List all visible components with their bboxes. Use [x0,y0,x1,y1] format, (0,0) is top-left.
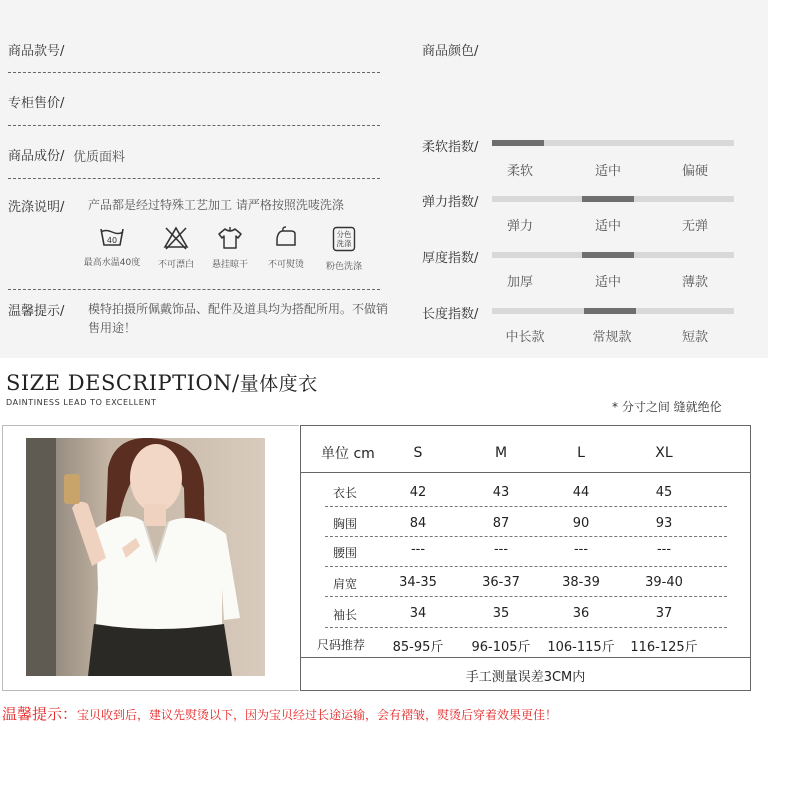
table-row-name: 胸围 [332,517,357,531]
length-index-level [584,308,636,314]
hang-dry-icon [216,226,244,250]
warm-tip-text: 宝贝收到后，建议先熨烫以下，因为宝贝经过长途运输，会有褶皱，熨烫后穿着效果更佳！ [77,708,558,722]
softness-option: 偏硬 [681,164,708,179]
no-bleach-icon [163,226,189,250]
separate-wash-icon [332,226,356,252]
table-cell: 96-105斤 [471,640,531,655]
table-cell: 93 [655,516,673,531]
table-cell: 39-40 [645,575,683,590]
divider [8,289,380,290]
elasticity-index-bar [492,196,734,202]
counter-price-label: 专柜售价/ [8,96,65,111]
warm-tip-label: 温馨提示： [2,705,78,723]
divider [8,178,380,179]
care-label: 最高水温40度 [83,258,141,268]
care-item-separate-wash [312,226,376,272]
care-label: 粉色洗涤 [325,262,362,272]
size-header-m: M [494,445,508,461]
table-row-divider [325,566,727,567]
softness-option: 适中 [594,164,621,179]
warm-tip [2,703,557,724]
table-cell: 45 [655,485,673,500]
table-row-name: 尺码推荐 [316,638,365,652]
elasticity-index-label: 弹力指数/ [422,195,479,210]
thickness-option: 薄款 [681,275,708,290]
table-cell: 116-125斤 [630,640,698,655]
size-description-title [6,369,318,396]
size-title-en: SIZE DESCRIPTION/ [6,371,240,395]
table-cell: 87 [492,516,510,531]
size-header-s: S [413,445,423,461]
table-row-divider [325,506,727,507]
size-header-xl: XL [655,445,673,461]
wash-instructions-label: 洗涤说明/ [8,200,65,215]
table-cell: 35 [492,606,510,621]
thickness-index-level [582,252,634,258]
care-label: 不可漂白 [157,260,194,270]
product-color-label: 商品颜色/ [422,44,479,59]
table-row-name: 肩宽 [332,577,357,591]
tip-text: 模特拍摄所佩戴饰品、配件及道具均为搭配所用。不做销售用途！ [88,302,389,335]
length-option: 常规款 [592,330,632,345]
thickness-option: 加厚 [506,275,533,290]
elasticity-index-level [582,196,634,202]
table-cell: --- [573,542,589,557]
table-cell: 38-39 [562,575,600,590]
wash-instructions-text: 产品都是经过特殊工艺加工 请严格按照洗唛洗涤 [88,198,344,212]
softness-index-level [492,140,544,146]
table-cell: 34-35 [399,575,437,590]
softness-index-label: 柔软指数/ [422,140,479,155]
table-cell: 36 [572,606,590,621]
table-row-name: 衣长 [332,486,357,500]
care-label: 悬挂晾干 [211,260,248,270]
length-index-label: 长度指数/ [422,307,479,322]
measurement-error-note: 手工测量误差3CM内 [465,670,586,685]
length-index-bar [492,308,734,314]
table-cell: 44 [572,485,590,500]
table-cell: 84 [409,516,427,531]
model-photo-image [26,438,265,676]
table-cell: 34 [409,606,427,621]
care-item-no-iron [254,226,318,270]
table-row-divider [325,536,727,537]
care-item-wash-40 [80,226,144,268]
elasticity-option: 弹力 [506,219,533,234]
thickness-index-bar [492,252,734,258]
divider [8,72,380,73]
softness-index-bar [492,140,734,146]
table-cell: 90 [572,516,590,531]
table-cell: --- [410,542,426,557]
model-photo [26,438,265,676]
table-cell: --- [656,542,672,557]
table-row-divider [325,596,727,597]
separate-wash-mark-top: 分色 [336,230,352,239]
table-cell: --- [493,542,509,557]
table-cell: 106-115斤 [547,640,615,655]
material-value: 优质面料 [73,150,126,165]
length-option: 短款 [681,330,708,345]
separate-wash-mark-bottom: 洗涤 [336,239,352,248]
product-code-label: 商品款号/ [8,44,65,59]
care-item-hang-dry [198,226,262,270]
softness-option: 柔软 [506,164,533,179]
size-title-cn: 量体度衣 [239,373,318,395]
elasticity-option: 适中 [594,219,621,234]
table-cell: 85-95斤 [392,640,444,655]
table-cell: 42 [409,485,427,500]
size-table [300,425,751,691]
size-header-l: L [577,445,585,461]
divider [8,125,380,126]
size-subtitle: DAINTINESS LEAD TO EXCELLENT [6,398,157,407]
size-table-unit: 单位 cm [321,446,375,462]
length-option: 中长款 [505,330,545,345]
thickness-index-label: 厚度指数/ [422,251,479,266]
table-row-name: 袖长 [332,608,357,622]
table-divider [301,657,750,658]
product-info-panel [0,0,768,358]
thickness-option: 适中 [594,275,621,290]
wash-40-icon [99,226,125,248]
table-row-name: 腰围 [332,546,357,560]
table-cell: 43 [492,485,510,500]
elasticity-option: 无弹 [681,219,708,234]
table-cell: 37 [655,606,673,621]
wash-temp-mark: 40 [106,236,118,245]
table-cell: 36-37 [482,575,520,590]
care-label: 不可熨烫 [267,260,304,270]
material-label: 商品成份/ [8,149,65,164]
table-divider [301,472,750,473]
size-note: * 分寸之间 缝就绝伦 [612,400,722,414]
no-iron-icon [272,226,300,250]
tip-label: 温馨提示/ [8,304,65,319]
table-row-divider [325,627,727,628]
